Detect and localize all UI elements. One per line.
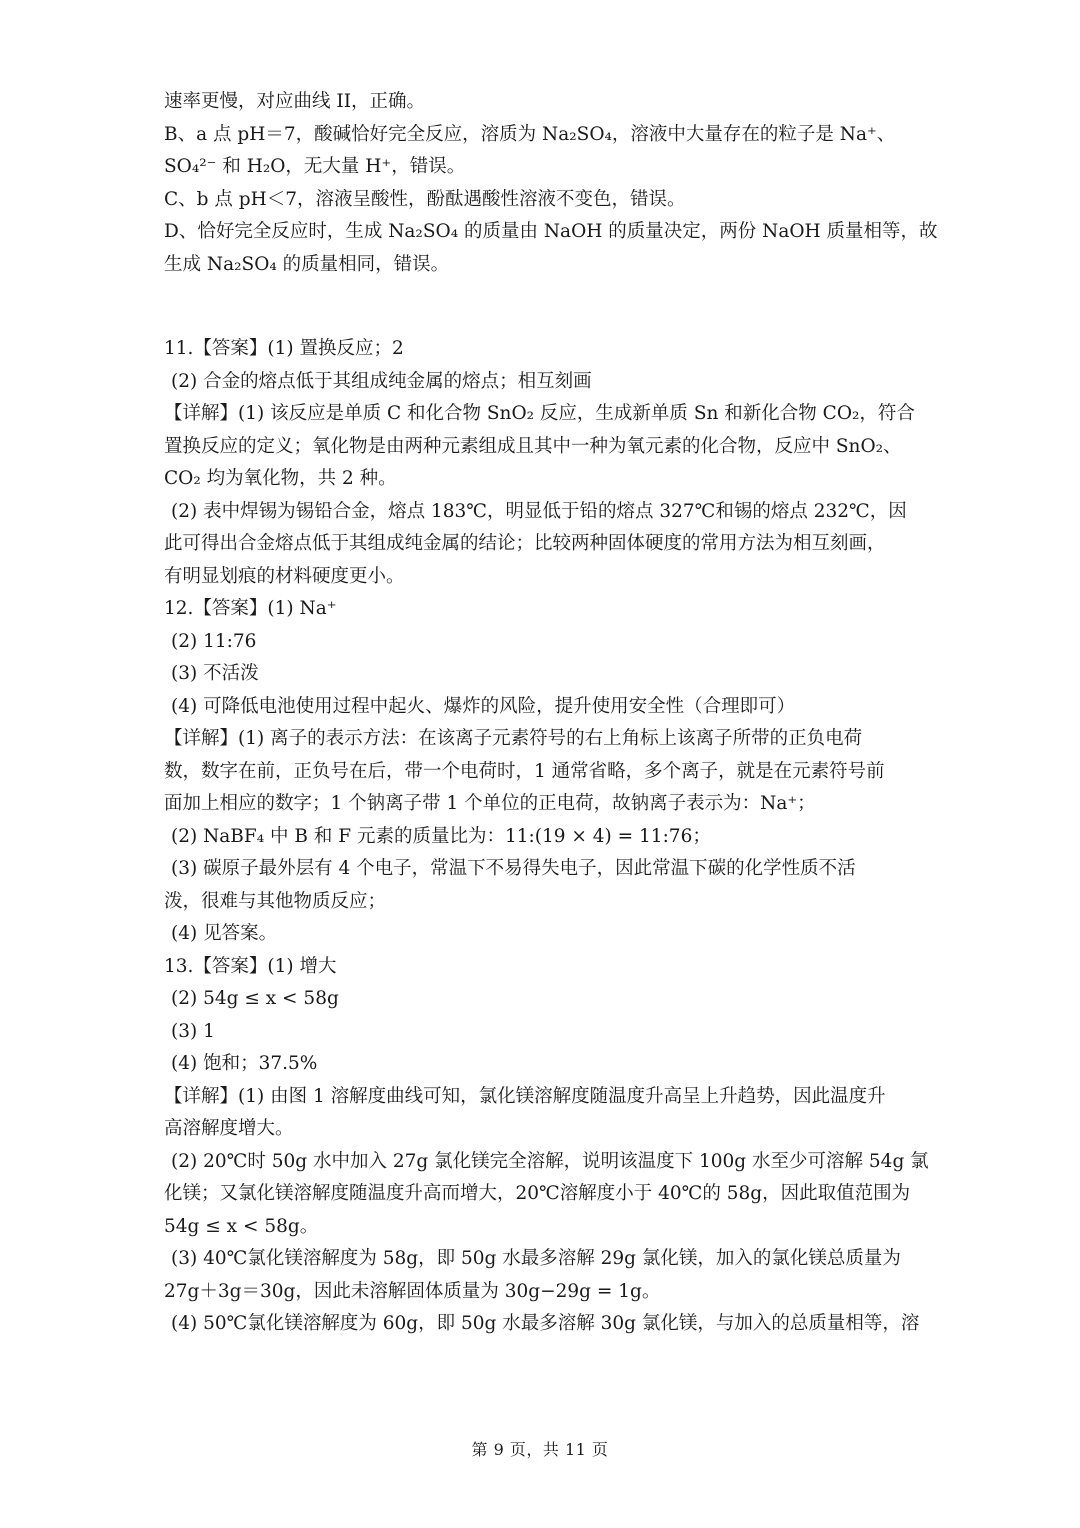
explanation-line: 【详解】(1) 该反应是单质 C 和化合物 SnO₂ 反应，生成新单质 Sn 和新化合物 CO₂，符合 — [164, 403, 915, 424]
answer-heading: 11.【答案】(1) 置换反应；2 — [164, 338, 404, 359]
text-line: (2) 20℃时 50g 水中加入 27g 氯化镁完全溶解，说明该温度下 100g 水至少可溶解 54g 氯 — [171, 1150, 929, 1172]
text-line: (3) 1 — [171, 1020, 215, 1042]
document-body — [164, 86, 938, 1341]
text-line: (2) 合金的熔点低于其组成纯金属的熔点；相互刻画 — [171, 370, 592, 392]
text-line: (4) 见答案。 — [171, 923, 278, 944]
text-line: (4) 可降低电池使用过程中起火、爆炸的风险，提升使用安全性（合理即可） — [171, 695, 796, 717]
text-line: (2) NaBF₄ 中 B 和 F 元素的质量比为：11:(19 × 4) = 11:76； — [171, 825, 711, 847]
text-line: (2) 11:76 — [171, 630, 257, 652]
text-line: 面加上相应的数字；1 个钠离子带 1 个单位的正电荷，故钠离子表示为：Na⁺； — [164, 793, 816, 814]
text-line: 27g＋3g＝30g，因此未溶解固体质量为 30g−29g = 1g。 — [164, 1280, 661, 1302]
text-line: 有明显划痕的材料硬度更小。 — [164, 565, 405, 587]
text-line: B、a 点 pH＝7，酸碱恰好完全反应，溶质为 Na₂SO₄，溶液中大量存在的粒子是 Na⁺、 — [164, 123, 896, 145]
text-line: C、b 点 pH＜7，溶液呈酸性，酚酞遇酸性溶液不变色，错误。 — [164, 188, 686, 210]
text-line: (3) 碳原子最外层有 4 个电子，常温下不易得失电子，因此常温下碳的化学性质不活 — [171, 858, 856, 879]
text-line: 高溶解度增大。 — [164, 1118, 294, 1139]
text-line: (4) 饱和；37.5% — [171, 1053, 318, 1074]
answer-heading: 13.【答案】(1) 增大 — [164, 955, 337, 977]
answer-heading: 12.【答案】(1) Na⁺ — [164, 598, 337, 619]
text-line: 泼，很难与其他物质反应； — [164, 890, 387, 912]
text-line: (2) 54g ≤ x < 58g — [171, 988, 339, 1009]
text-line: 化镁；又氯化镁溶解度随温度升高而增大，20℃溶解度小于 40℃的 58g，因此取值范围为 — [164, 1183, 911, 1204]
text-line: (3) 不活泼 — [171, 663, 259, 684]
explanation-line: 【详解】(1) 离子的表示方法：在该离子元素符号的右上角标上该离子所带的正负电荷 — [164, 728, 863, 749]
page-number-footer: 第 9 页，共 11 页 — [471, 1440, 609, 1459]
text-line: 54g ≤ x < 58g。 — [164, 1215, 319, 1237]
text-line: (2) 表中焊锡为锡铅合金，熔点 183℃，明显低于铅的熔点 327℃和锡的熔点 232℃，因 — [171, 500, 907, 522]
text-line: SO₄²⁻ 和 H₂O，无大量 H⁺，错误。 — [164, 156, 466, 177]
text-line: D、恰好完全反应时，生成 Na₂SO₄ 的质量由 NaOH 的质量决定，两份 NaOH 质量相等，故 — [164, 221, 938, 242]
text-line: 置换反应的定义；氧化物是由两种元素组成且其中一种为氧元素的化合物，反应中 SnO₂、 — [164, 435, 902, 457]
text-line: (3) 40℃氯化镁溶解度为 58g，即 50g 水最多溶解 29g 氯化镁，加入的氯化镁总质量为 — [171, 1248, 901, 1269]
text-line: 速率更慢，对应曲线 II，正确。 — [164, 91, 425, 112]
text-line: 生成 Na₂SO₄ 的质量相同，错误。 — [164, 253, 450, 275]
text-line: (4) 50℃氯化镁溶解度为 60g，即 50g 水最多溶解 30g 氯化镁，与加入的总质量相等，溶 — [171, 1313, 920, 1334]
section-gap — [164, 281, 924, 333]
text-line: CO₂ 均为氧化物，共 2 种。 — [164, 468, 397, 489]
explanation-line: 【详解】(1) 由图 1 溶解度曲线可知，氯化镁溶解度随温度升高呈上升趋势，因此温度升 — [164, 1085, 886, 1107]
text-line: 此可得出合金熔点低于其组成纯金属的结论；比较两种固体硬度的常用方法为相互刻画， — [164, 533, 886, 554]
text-line: 数，数字在前，正负号在后，带一个电荷时，1 通常省略，多个离子，就是在元素符号前 — [164, 760, 885, 782]
